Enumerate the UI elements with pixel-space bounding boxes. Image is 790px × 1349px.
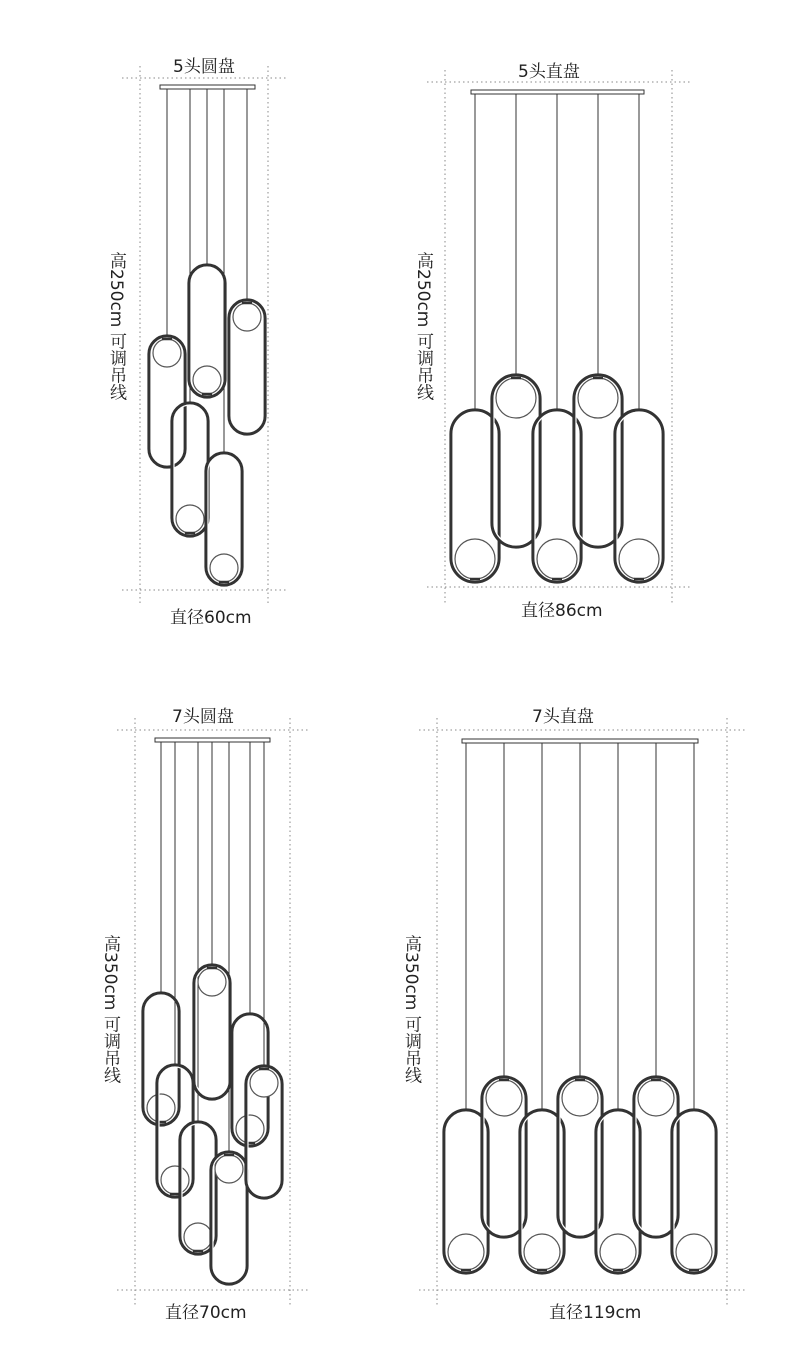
panel-4-pendant-6-bulb [638, 1080, 674, 1116]
panel-3-pendant-7-bulb [250, 1069, 278, 1097]
panel-2-pendant-3-bulb [537, 539, 577, 579]
panel-2-canopy [471, 90, 644, 94]
panel-4-diameter-label: 直径119cm [549, 1303, 642, 1323]
panel-1-pendant-2-bulb [176, 505, 204, 533]
panel-3-diameter-label: 直径70cm [165, 1303, 247, 1323]
panel-1-pendant-5-bulb [233, 303, 261, 331]
panel-3-pendant-4-bulb [198, 968, 226, 996]
panel-1-diameter-label: 直径60cm [170, 608, 252, 628]
panel-4-pendant-7-bulb [676, 1234, 712, 1270]
panel-4-pendant-3-bulb [524, 1234, 560, 1270]
panel-3-pendant-6-bulb [236, 1115, 264, 1143]
panel-4-canopy [462, 739, 698, 743]
panel-2-pendant-4-bulb [578, 378, 618, 418]
panel-4-pendant-4-bulb [562, 1080, 598, 1116]
panel-3-title: 7头圆盘 [172, 707, 234, 727]
panel-3-pendant-5-bulb [215, 1155, 243, 1183]
panel-1-pendant-1-bulb [153, 339, 181, 367]
panel-2-diameter-label: 直径86cm [521, 601, 603, 621]
panel-3-pendant-3-bulb [184, 1223, 212, 1251]
panel-1-height-label: 高250cm 可调吊线 [106, 252, 126, 401]
panel-4-height-label: 高350cm 可调吊线 [401, 935, 421, 1084]
panel-2-title: 5头直盘 [518, 62, 580, 82]
panel-3-pendant-1-bulb [147, 1094, 175, 1122]
panel-4-pendant-5-bulb [600, 1234, 636, 1270]
panel-3-canopy [155, 738, 270, 742]
panel-2-height-label: 高250cm 可调吊线 [413, 252, 433, 401]
panel-4-pendant-1-bulb [448, 1234, 484, 1270]
panel-3-height-label: 高350cm 可调吊线 [100, 935, 120, 1084]
panel-1-pendant-3-bulb [193, 366, 221, 394]
panel-2-pendant-1-bulb [455, 539, 495, 579]
panel-1-pendant-4-bulb [210, 554, 238, 582]
panel-3-pendant-2-bulb [161, 1166, 189, 1194]
panel-2-pendant-5-bulb [619, 539, 659, 579]
panel-4-title: 7头直盘 [532, 707, 594, 727]
panel-2-pendant-2-bulb [496, 378, 536, 418]
panel-4-pendant-2-bulb [486, 1080, 522, 1116]
panel-1-title: 5头圆盘 [173, 57, 235, 77]
panel-1-canopy [160, 85, 255, 89]
